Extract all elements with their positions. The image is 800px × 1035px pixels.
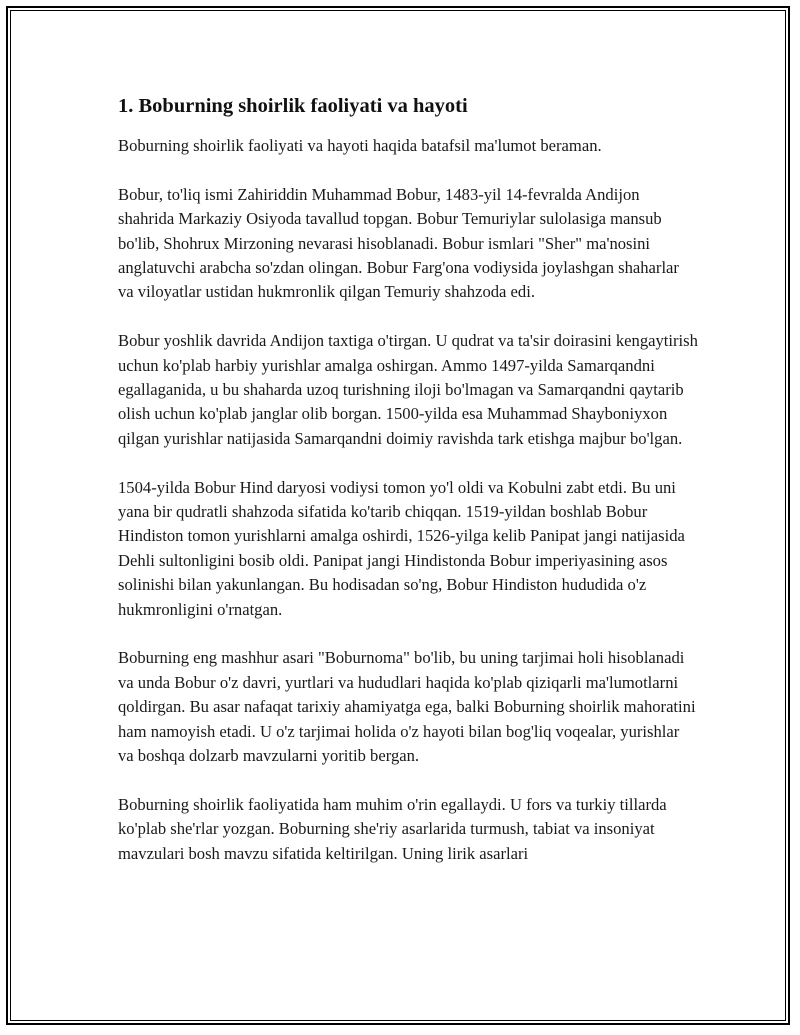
- document-body: [118, 92, 698, 891]
- intro-paragraph: Boburning shoirlik faoliyati va hayoti haqida batafsil ma'lumot beraman.: [118, 136, 602, 155]
- paragraph: Boburning shoirlik faoliyatida ham muhim o'rin egallaydi. U fors va turkiy tillarda ko'plab she'rlar yozgan. Boburning she'riy asarlarida turmush, tabiat va insoniyat mavzulari bosh mavzu sifatida keltirilgan. Uning lirik asarlari: [118, 794, 667, 863]
- paragraph: Bobur, to'liq ismi Zahiriddin Muhammad Bobur, 1483-yil 14-fevralda Andijon shahrida Markaziy Osiyoda tavallud topgan. Bobur Temuriylar sulolasiga mansub bo'lib, Shohrux Mirzoning nevarasi hisoblanadi. Bobur ismlari "Sher" ma'nosini anglatuvchi arabcha so'zdan olingan. Bobur Farg'ona vodiysida joylashgan shaharlar va viloyatlar ustidan hukmronlik qilgan Temuriy shahzoda edi.: [118, 184, 679, 302]
- paragraph: Bobur yoshlik davrida Andijon taxtiga o'tirgan. U qudrat va ta'sir doirasini kengaytirish uchun ko'plab harbiy yurishlar amalga oshirgan. Ammo 1497-yilda Samarqandni egallaganida, u bu shaharda uzoq turishning iloji bo'lmagan va Samarqandni qaytarib olish uchun ko'plab janglar olib borgan. 1500-yilda esa Muhammad Shayboniyxon qilgan yurishlar natijasida Samarqandni doimiy ravishda tark etishga majbur bo'lgan.: [118, 331, 698, 448]
- paragraph: 1504-yilda Bobur Hind daryosi vodiysi tomon yo'l oldi va Kobulni zabt etdi. Bu uni yana bir qudratli shahzoda sifatida ko'tarib chiqqan. 1519-yildan boshlab Bobur Hindiston tomon yurishlarni amalga oshirdi, 1526-yilga kelib Panipat jangi natijasida Dehli sultonligini bosib oldi. Panipat jangi Hindistonda Bobur imperiyasining asos solinishi bilan yakunlangan. Bu hodisadan so'ng, Bobur Hindiston hududida o'z hukmronligini o'rnatgan.: [118, 477, 685, 619]
- section-title: 1. Boburning shoirlik faoliyati va hayoti: [118, 95, 468, 117]
- paragraph: Boburning eng mashhur asari "Boburnoma" bo'lib, bu uning tarjimai holi hisoblanadi va unda Bobur o'z davri, yurtlari va hududlari haqida ko'plab qiziqarli ma'lumotlarni qoldirgan. Bu asar nafaqat tarixiy ahamiyatga ega, balki Boburning shoirlik mahoratini ham namoyish etadi. U o'z tarjimai holida o'z hayoti bilan bog'liq voqealar, yurishlar va boshqa dolzarb mavzularni yoritib bergan.: [118, 648, 696, 766]
